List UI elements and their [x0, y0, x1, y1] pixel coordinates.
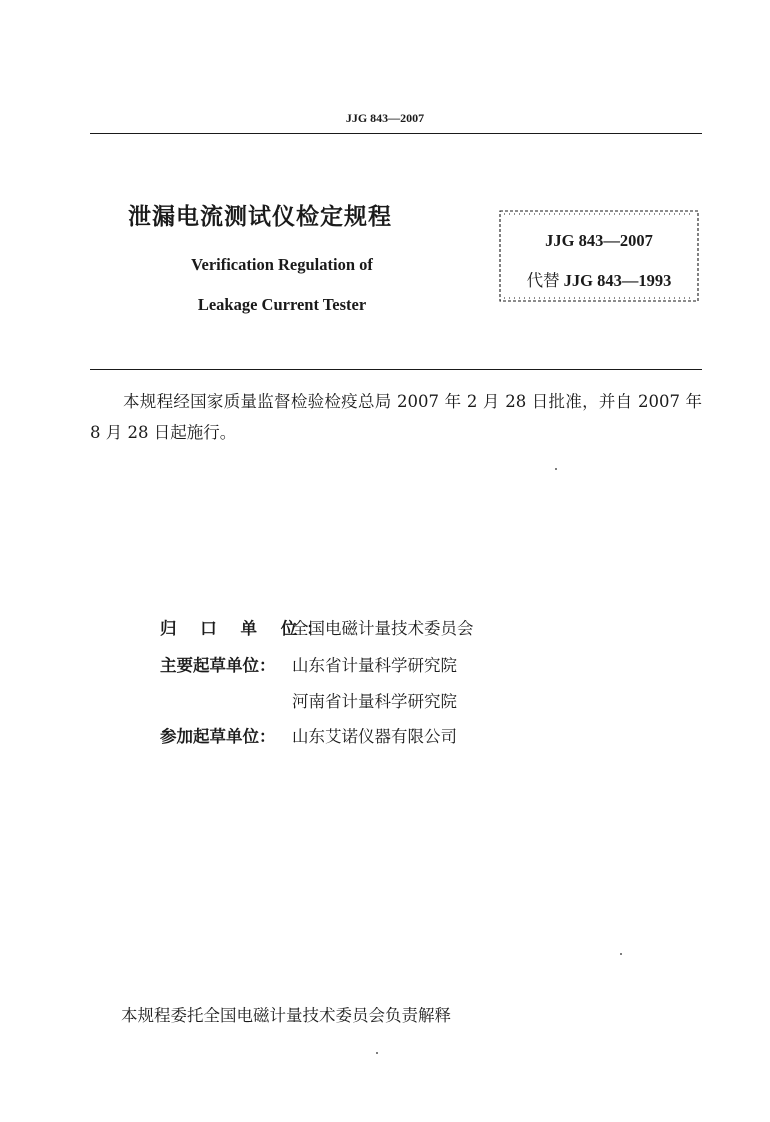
- section-rule: [90, 369, 702, 370]
- org-value-main-drafting-2: 河南省计量科学研究院: [292, 692, 457, 711]
- org-value-participating-drafting: 山东艾诺仪器有限公司: [292, 727, 457, 746]
- replacement-box-border: [496, 205, 702, 307]
- scan-speck: [620, 953, 622, 955]
- org-value-main-drafting-1: 山东省计量科学研究院: [292, 656, 457, 675]
- approval-statement: 本规程经国家质量监督检验检疫总局 2007 年 2 月 28 日批准，并自 2007 年 8 月 28 日起施行。: [90, 392, 702, 442]
- replaces-prefix: 代替: [526, 271, 560, 290]
- replaces-code: JJG 843—1993: [563, 271, 672, 290]
- title-english-line1: Verification Regulation of: [191, 255, 373, 274]
- org-label-main-drafting: 主要起草单位：: [160, 656, 276, 675]
- title-english-line2: Leakage Current Tester: [197, 295, 367, 314]
- replacement-box-replaces: [496, 267, 702, 291]
- header-rule: [90, 133, 702, 134]
- org-label-participating-drafting: 参加起草单位：: [160, 727, 276, 746]
- title-chinese: 泄漏电流测试仪检定规程: [128, 204, 392, 230]
- org-value-centralized-unit: 全国电磁计量技术委员会: [292, 619, 474, 638]
- footer-interpretation-note: 本规程委托全国电磁计量技术委员会负责解释: [121, 1006, 451, 1025]
- scan-speck: [555, 468, 557, 470]
- scan-speck: [376, 1052, 378, 1054]
- header-document-code: JJG 843—2007: [345, 111, 425, 125]
- replacement-box-code: JJG 843—2007: [545, 231, 653, 250]
- org-label-centralized-unit: 归 口 单 位：: [160, 619, 332, 638]
